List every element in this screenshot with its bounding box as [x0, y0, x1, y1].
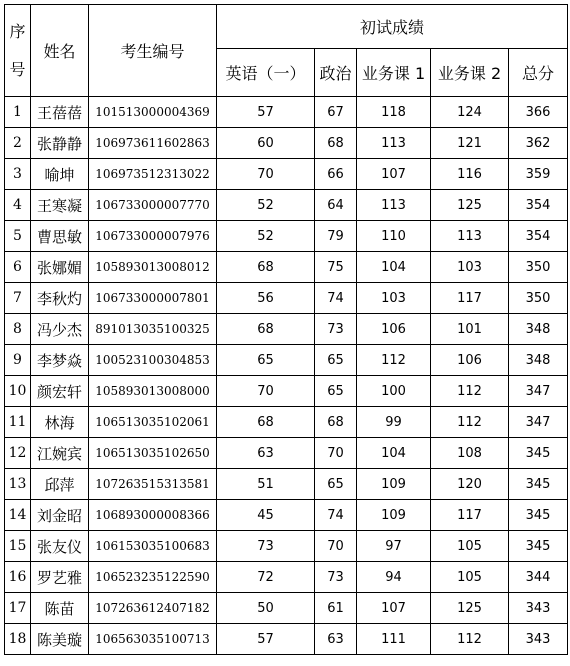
cell-course2: 113 — [431, 221, 509, 252]
cell-course1: 109 — [357, 469, 431, 500]
header-politics: 政治 — [315, 49, 357, 97]
cell-seq: 14 — [5, 500, 31, 531]
cell-politics: 68 — [315, 407, 357, 438]
cell-exam-id: 106733000007801 — [89, 283, 217, 314]
cell-seq: 3 — [5, 159, 31, 190]
table-row — [5, 128, 568, 159]
cell-course1: 110 — [357, 221, 431, 252]
cell-english: 63 — [217, 438, 315, 469]
cell-exam-id: 101513000004369 — [89, 97, 217, 128]
cell-english: 45 — [217, 500, 315, 531]
cell-course2: 105 — [431, 562, 509, 593]
cell-seq: 8 — [5, 314, 31, 345]
cell-course1: 103 — [357, 283, 431, 314]
table-row — [5, 469, 568, 500]
table-row — [5, 159, 568, 190]
cell-english: 73 — [217, 531, 315, 562]
cell-course1: 112 — [357, 345, 431, 376]
header-seq: 序 号 — [5, 5, 31, 97]
cell-exam-id: 106733000007976 — [89, 221, 217, 252]
cell-name: 曹思敏 — [31, 221, 89, 252]
cell-english: 68 — [217, 314, 315, 345]
cell-course1: 111 — [357, 624, 431, 655]
table-row — [5, 438, 568, 469]
cell-seq: 12 — [5, 438, 31, 469]
cell-name: 陈美璇 — [31, 624, 89, 655]
cell-english: 56 — [217, 283, 315, 314]
cell-name: 江婉宾 — [31, 438, 89, 469]
cell-seq: 2 — [5, 128, 31, 159]
cell-seq: 16 — [5, 562, 31, 593]
cell-exam-id: 106733000007770 — [89, 190, 217, 221]
cell-exam-id: 106513035102061 — [89, 407, 217, 438]
cell-course1: 107 — [357, 593, 431, 624]
table-row — [5, 531, 568, 562]
cell-english: 51 — [217, 469, 315, 500]
cell-course2: 116 — [431, 159, 509, 190]
cell-total: 366 — [509, 97, 568, 128]
cell-english: 52 — [217, 221, 315, 252]
cell-exam-id: 106893000008366 — [89, 500, 217, 531]
cell-course2: 117 — [431, 500, 509, 531]
cell-total: 362 — [509, 128, 568, 159]
cell-course2: 117 — [431, 283, 509, 314]
cell-english: 60 — [217, 128, 315, 159]
cell-course2: 125 — [431, 593, 509, 624]
cell-english: 57 — [217, 624, 315, 655]
cell-total: 348 — [509, 314, 568, 345]
cell-politics: 74 — [315, 283, 357, 314]
cell-politics: 66 — [315, 159, 357, 190]
cell-seq: 5 — [5, 221, 31, 252]
cell-course1: 106 — [357, 314, 431, 345]
cell-total: 354 — [509, 190, 568, 221]
cell-name: 刘金昭 — [31, 500, 89, 531]
cell-seq: 10 — [5, 376, 31, 407]
cell-course2: 101 — [431, 314, 509, 345]
cell-exam-id: 106153035100683 — [89, 531, 217, 562]
cell-exam-id: 106513035102650 — [89, 438, 217, 469]
cell-seq: 18 — [5, 624, 31, 655]
header-initial-scores: 初试成绩 — [217, 5, 568, 49]
table-row — [5, 252, 568, 283]
cell-course1: 118 — [357, 97, 431, 128]
cell-course1: 109 — [357, 500, 431, 531]
cell-course1: 113 — [357, 190, 431, 221]
cell-total: 345 — [509, 531, 568, 562]
header-name: 姓名 — [31, 5, 89, 97]
header-course1: 业务课 1 — [357, 49, 431, 97]
cell-name: 张友仪 — [31, 531, 89, 562]
cell-course1: 104 — [357, 438, 431, 469]
cell-exam-id: 106563035100713 — [89, 624, 217, 655]
cell-english: 50 — [217, 593, 315, 624]
cell-course2: 103 — [431, 252, 509, 283]
cell-total: 345 — [509, 500, 568, 531]
cell-name: 林海 — [31, 407, 89, 438]
cell-politics: 65 — [315, 345, 357, 376]
table-row — [5, 283, 568, 314]
cell-total: 350 — [509, 283, 568, 314]
cell-course1: 97 — [357, 531, 431, 562]
cell-exam-id: 107263515313581 — [89, 469, 217, 500]
cell-english: 65 — [217, 345, 315, 376]
cell-seq: 9 — [5, 345, 31, 376]
header-total: 总分 — [509, 49, 568, 97]
cell-total: 343 — [509, 593, 568, 624]
cell-course2: 124 — [431, 97, 509, 128]
cell-seq: 6 — [5, 252, 31, 283]
table-header — [5, 5, 568, 97]
cell-course1: 113 — [357, 128, 431, 159]
cell-english: 70 — [217, 159, 315, 190]
cell-total: 345 — [509, 438, 568, 469]
table-row — [5, 376, 568, 407]
cell-politics: 70 — [315, 438, 357, 469]
cell-course2: 112 — [431, 376, 509, 407]
cell-course1: 99 — [357, 407, 431, 438]
cell-course2: 121 — [431, 128, 509, 159]
cell-english: 72 — [217, 562, 315, 593]
cell-name: 张静静 — [31, 128, 89, 159]
cell-name: 罗艺雅 — [31, 562, 89, 593]
cell-name: 冯少杰 — [31, 314, 89, 345]
table-body — [5, 97, 568, 655]
cell-exam-id: 106973512313022 — [89, 159, 217, 190]
cell-total: 359 — [509, 159, 568, 190]
cell-total: 343 — [509, 624, 568, 655]
cell-politics: 65 — [315, 376, 357, 407]
cell-name: 陈苗 — [31, 593, 89, 624]
cell-name: 王蓓蓓 — [31, 97, 89, 128]
table-row — [5, 190, 568, 221]
table-row — [5, 407, 568, 438]
cell-course2: 112 — [431, 407, 509, 438]
table-row — [5, 500, 568, 531]
cell-exam-id: 106973611602863 — [89, 128, 217, 159]
cell-course2: 105 — [431, 531, 509, 562]
cell-total: 345 — [509, 469, 568, 500]
cell-total: 347 — [509, 376, 568, 407]
header-exam-id: 考生编号 — [89, 5, 217, 97]
cell-politics: 67 — [315, 97, 357, 128]
cell-course1: 107 — [357, 159, 431, 190]
cell-total: 350 — [509, 252, 568, 283]
cell-course2: 120 — [431, 469, 509, 500]
cell-seq: 13 — [5, 469, 31, 500]
cell-name: 王寒凝 — [31, 190, 89, 221]
cell-politics: 68 — [315, 128, 357, 159]
cell-exam-id: 107263612407182 — [89, 593, 217, 624]
cell-seq: 17 — [5, 593, 31, 624]
cell-exam-id: 891013035100325 — [89, 314, 217, 345]
table-row — [5, 593, 568, 624]
cell-total: 347 — [509, 407, 568, 438]
cell-exam-id: 106523235122590 — [89, 562, 217, 593]
table-row — [5, 624, 568, 655]
cell-english: 52 — [217, 190, 315, 221]
cell-seq: 1 — [5, 97, 31, 128]
header-course2: 业务课 2 — [431, 49, 509, 97]
scores-table — [4, 4, 568, 655]
cell-name: 颜宏轩 — [31, 376, 89, 407]
cell-politics: 65 — [315, 469, 357, 500]
cell-english: 57 — [217, 97, 315, 128]
cell-name: 李秋灼 — [31, 283, 89, 314]
cell-seq: 7 — [5, 283, 31, 314]
cell-english: 70 — [217, 376, 315, 407]
cell-politics: 73 — [315, 562, 357, 593]
cell-politics: 63 — [315, 624, 357, 655]
cell-politics: 75 — [315, 252, 357, 283]
cell-course2: 112 — [431, 624, 509, 655]
cell-politics: 70 — [315, 531, 357, 562]
cell-total: 348 — [509, 345, 568, 376]
cell-course2: 125 — [431, 190, 509, 221]
cell-exam-id: 105893013008000 — [89, 376, 217, 407]
table-row — [5, 562, 568, 593]
cell-course2: 108 — [431, 438, 509, 469]
cell-seq: 4 — [5, 190, 31, 221]
header-english: 英语（一） — [217, 49, 315, 97]
cell-name: 喻坤 — [31, 159, 89, 190]
cell-politics: 74 — [315, 500, 357, 531]
cell-seq: 15 — [5, 531, 31, 562]
cell-course1: 100 — [357, 376, 431, 407]
cell-exam-id: 100523100304853 — [89, 345, 217, 376]
cell-politics: 79 — [315, 221, 357, 252]
cell-course1: 104 — [357, 252, 431, 283]
cell-name: 邱萍 — [31, 469, 89, 500]
cell-politics: 64 — [315, 190, 357, 221]
cell-course2: 106 — [431, 345, 509, 376]
table-row — [5, 97, 568, 128]
cell-exam-id: 105893013008012 — [89, 252, 217, 283]
cell-english: 68 — [217, 407, 315, 438]
table-row — [5, 314, 568, 345]
cell-total: 344 — [509, 562, 568, 593]
cell-course1: 94 — [357, 562, 431, 593]
cell-seq: 11 — [5, 407, 31, 438]
cell-name: 张娜媚 — [31, 252, 89, 283]
cell-politics: 61 — [315, 593, 357, 624]
table-row — [5, 221, 568, 252]
cell-name: 李梦焱 — [31, 345, 89, 376]
cell-english: 68 — [217, 252, 315, 283]
table-row — [5, 345, 568, 376]
cell-politics: 73 — [315, 314, 357, 345]
cell-total: 354 — [509, 221, 568, 252]
